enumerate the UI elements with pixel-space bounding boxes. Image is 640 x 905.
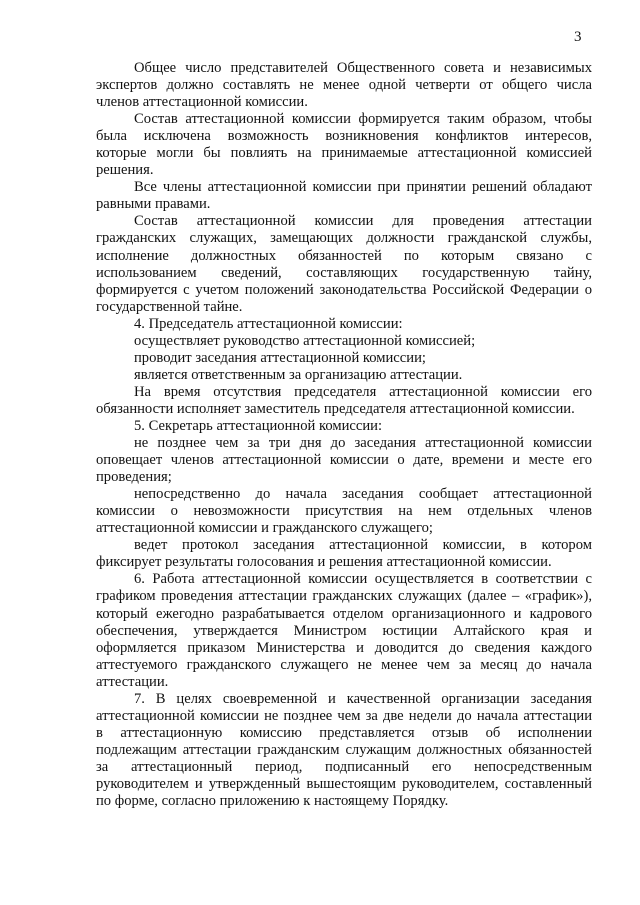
text-line: Все члены аттестационной комиссии при принятии решений обладают	[134, 179, 592, 196]
text-line: аттестации.	[96, 673, 169, 690]
text-line: членов аттестационной комиссии.	[96, 94, 308, 111]
document-body	[96, 60, 592, 810]
text-line: за аттестационный период, подписанный его непосредственным	[96, 758, 592, 775]
text-line: решения.	[96, 162, 154, 179]
text-line: является ответственным за организацию аттестации.	[134, 366, 463, 383]
text-line: использованием сведений, составляющих государственную тайну,	[96, 264, 592, 281]
text-line: непосредственно до начала заседания сообщает аттестационной	[134, 486, 592, 503]
text-line: оформляется приказом Министерства и доводится до сведения каждого	[96, 639, 592, 656]
text-line: которые могли бы повлиять на принимаемые аттестационной комиссией	[96, 145, 592, 162]
text-line: ведет протокол заседания аттестационной комиссии, в котором	[134, 537, 592, 554]
text-line: аттестационной комиссии не позднее чем за две недели до начала аттестации	[96, 707, 592, 724]
text-line: комиссии о невозможности присутствия на нем отдельных членов	[96, 503, 592, 520]
text-line: формируется с учетом положений законодательства Российской Федерации о	[96, 281, 592, 298]
page-number: 3	[574, 29, 582, 45]
text-line: не позднее чем за три дня до заседания аттестационной комиссии	[134, 435, 592, 452]
text-line: Общее число представителей Общественного совета и независимых	[134, 60, 592, 76]
text-line: равными правами.	[96, 196, 211, 213]
text-line: по форме, согласно приложению к настоящему Порядку.	[96, 793, 449, 810]
text-line: была исключена возможность возникновения конфликтов интересов,	[96, 128, 592, 145]
text-line: Состав аттестационной комиссии для проведения аттестации	[134, 213, 592, 230]
text-line: обязанности исполняет заместитель председателя аттестационной комиссии.	[96, 400, 575, 417]
text-line: в аттестационную комиссию представляется отзыв об исполнении	[96, 724, 592, 741]
text-line: фиксирует результаты голосования и решения аттестационной комиссии.	[96, 554, 552, 571]
text-line: 5. Секретарь аттестационной комиссии:	[134, 417, 383, 434]
text-line: аттестационной комиссии и гражданского служащего;	[96, 520, 433, 537]
text-line: На время отсутствия председателя аттестационной комиссии его	[134, 383, 592, 400]
text-line: экспертов должно составлять не менее одной четверти от общего числа	[96, 77, 592, 94]
text-line: 6. Работа аттестационной комиссии осуществляется в соответствии с	[134, 571, 592, 588]
text-line: аттестуемого гражданского служащего не менее чем за месяц до начала	[96, 656, 592, 673]
text-line: обеспечения, утверждается Министром юстиции Алтайского края и	[96, 622, 592, 639]
text-line: графиком проведения аттестации гражданских служащих (далее – «график»),	[96, 588, 592, 605]
text-line: государственной тайне.	[96, 298, 243, 315]
text-line: подлежащим аттестации гражданским служащим должностных обязанностей	[96, 741, 592, 758]
text-line: проводит заседания аттестационной комиссии;	[134, 349, 426, 366]
text-line: Состав аттестационной комиссии формируется таким образом, чтобы	[134, 111, 592, 128]
text-line: исполнение должностных обязанностей по которым связано с	[96, 247, 592, 264]
text-line: осуществляет руководство аттестационной комиссией;	[134, 332, 476, 349]
text-line: руководителем и утвержденный вышестоящим руководителем, составленный	[96, 775, 592, 792]
text-line: который ежегодно разрабатывается отделом организационного и кадрового	[96, 605, 592, 622]
text-line: гражданских служащих, замещающих должности гражданской службы,	[96, 230, 592, 247]
text-line: 4. Председатель аттестационной комиссии:	[134, 315, 403, 332]
text-line: оповещает членов аттестационной комиссии о дате, времени и месте его	[96, 452, 592, 469]
text-line: проведения;	[96, 469, 172, 486]
text-line: 7. В целях своевременной и качественной организации заседания	[134, 690, 592, 707]
